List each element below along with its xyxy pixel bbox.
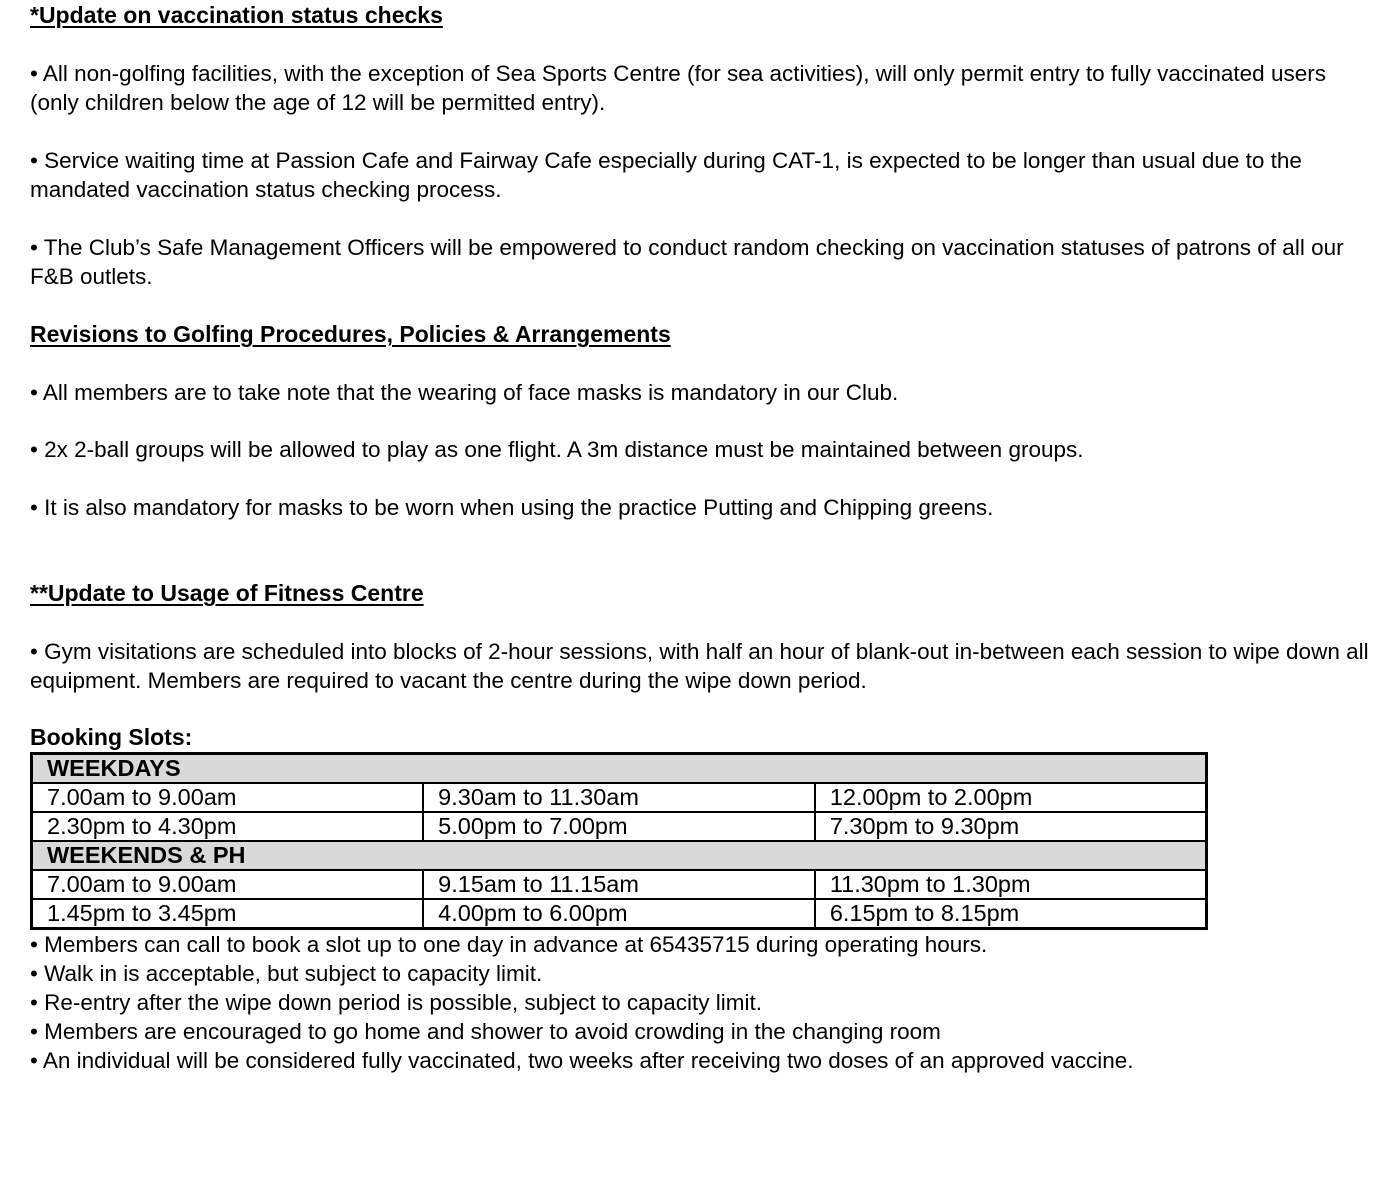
vaccination-heading: *Update on vaccination status checks — [30, 2, 443, 28]
vaccination-bullet-1: • All non-golfing facilities, with the exception of Sea Sports Centre (for sea activities), will only permit entry to fully vaccinated users (only children below the age of 12 will be permitted entry). — [30, 61, 1326, 115]
slot-cell: 1.45pm to 3.45pm — [32, 899, 424, 929]
golfing-bullet-3: • It is also mandatory for masks to be worn when using the practice Putting and Chipping greens. — [30, 495, 994, 520]
list-item: • Members can call to book a slot up to one day in advance at 65435715 during operating hours. — [30, 932, 988, 957]
table-row — [32, 870, 1207, 899]
list-item: • Re-entry after the wipe down period is possible, subject to capacity limit. — [30, 990, 762, 1015]
golfing-bullet-2: • 2x 2-ball groups will be allowed to play as one flight. A 3m distance must be maintained between groups. — [30, 437, 1084, 462]
vaccination-bullet-2: • Service waiting time at Passion Cafe and Fairway Cafe especially during CAT-1, is expected to be longer than usual due to the mandated vaccination status checking process. — [30, 148, 1302, 202]
slot-cell: 2.30pm to 4.30pm — [32, 812, 424, 841]
list-item: • An individual will be considered fully vaccinated, two weeks after receiving two doses of an approved vaccine. — [30, 1048, 1134, 1073]
golfing-heading: Revisions to Golfing Procedures, Policies & Arrangements — [30, 321, 671, 347]
slot-cell: 9.15am to 11.15am — [423, 870, 815, 899]
fitness-heading: **Update to Usage of Fitness Centre — [30, 580, 424, 606]
list-item: • Members are encouraged to go home and shower to avoid crowding in the changing room — [30, 1019, 941, 1044]
weekdays-label: WEEKDAYS — [32, 754, 1207, 784]
slot-cell: 9.30am to 11.30am — [423, 783, 815, 812]
table-row — [32, 783, 1207, 812]
table-row — [32, 899, 1207, 929]
weekdays-header-row — [32, 754, 1207, 784]
weekends-header-row — [32, 841, 1207, 870]
slot-cell: 7.00am to 9.00am — [32, 870, 424, 899]
list-item: • Walk in is acceptable, but subject to capacity limit. — [30, 961, 543, 986]
slot-cell: 7.30pm to 9.30pm — [815, 812, 1207, 841]
weekends-label: WEEKENDS & PH — [32, 841, 1207, 870]
slot-cell: 6.15pm to 8.15pm — [815, 899, 1207, 929]
fitness-notes-list — [30, 930, 1375, 1075]
slot-cell: 4.00pm to 6.00pm — [423, 899, 815, 929]
slot-cell: 11.30pm to 1.30pm — [815, 870, 1207, 899]
booking-slots-table — [30, 752, 1208, 930]
table-row — [32, 812, 1207, 841]
vaccination-bullet-3: • The Club’s Safe Management Officers will be empowered to conduct random checking on vaccination statuses of patrons of all our F&B outlets. — [30, 235, 1344, 289]
slot-cell: 12.00pm to 2.00pm — [815, 783, 1207, 812]
slot-cell: 7.00am to 9.00am — [32, 783, 424, 812]
golfing-bullet-1: • All members are to take note that the wearing of face masks is mandatory in our Club. — [30, 380, 899, 405]
notice-document — [30, 0, 1375, 1075]
booking-slots-title: Booking Slots: — [30, 724, 193, 750]
slot-cell: 5.00pm to 7.00pm — [423, 812, 815, 841]
fitness-intro: • Gym visitations are scheduled into blocks of 2-hour sessions, with half an hour of blank-out in-between each session to wipe down all equipment. Members are required to vacant the centre during the wipe down period. — [30, 639, 1369, 693]
